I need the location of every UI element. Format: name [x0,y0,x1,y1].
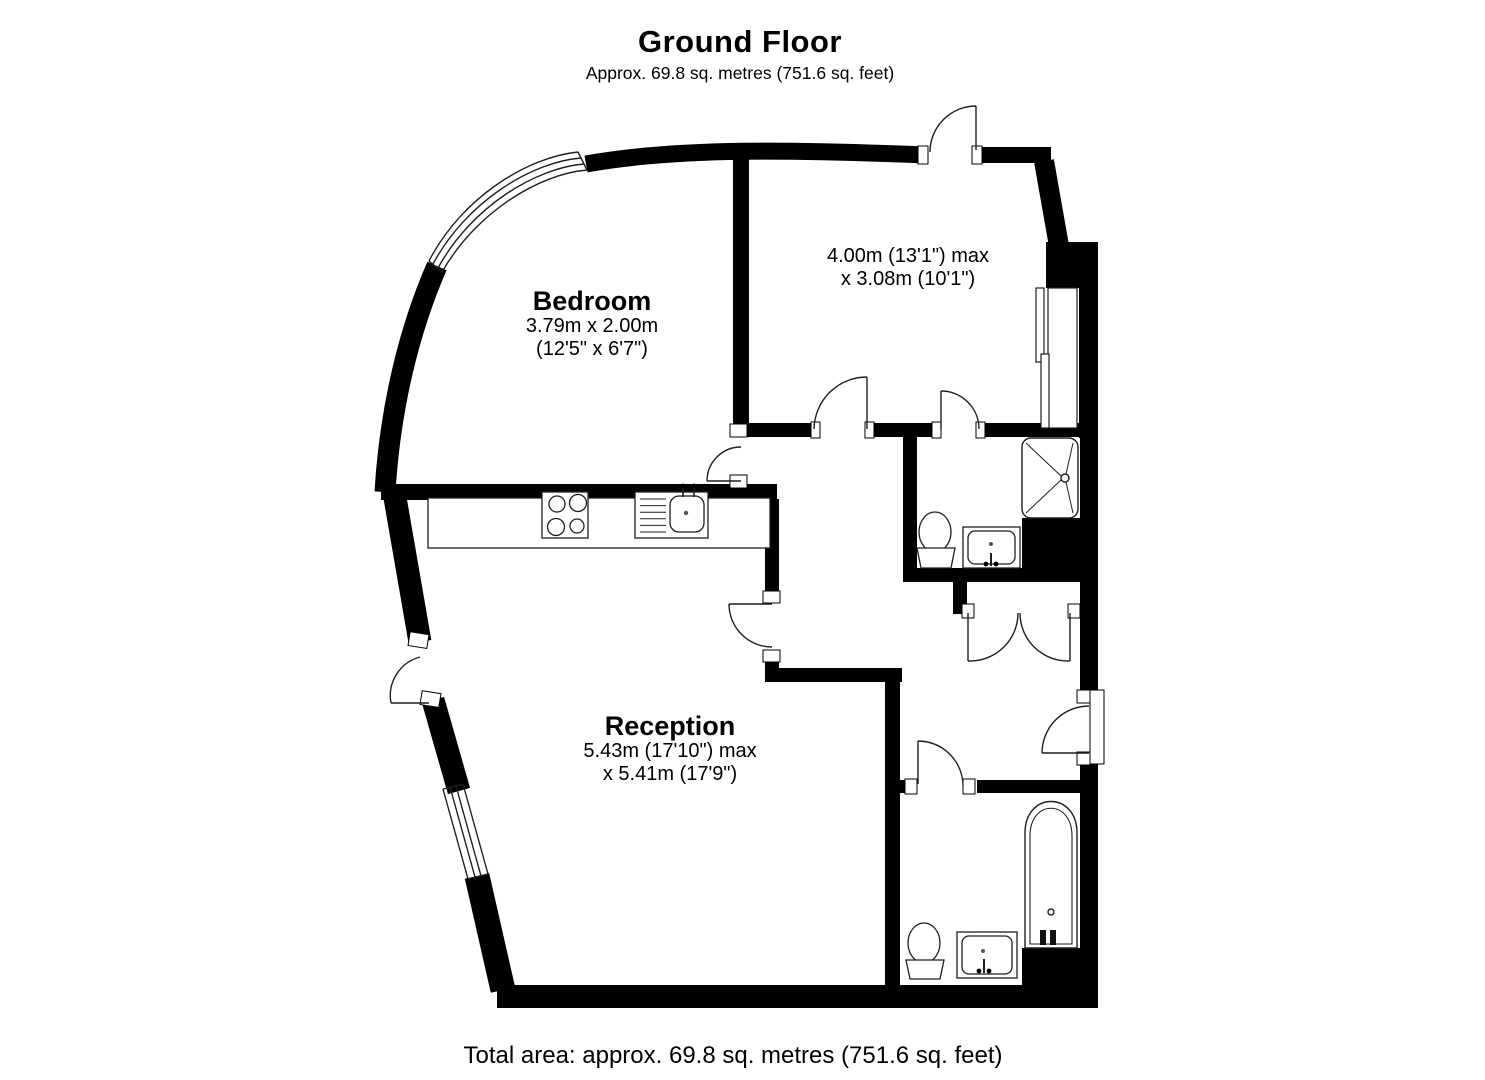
room-dim-imperial: x 3.08m (10'1") [840,268,976,290]
door-arc-icon [930,106,976,152]
wall-segment [1046,242,1098,288]
wall-bottom [497,985,1024,1008]
room-name: Bedroom [532,286,652,316]
jamb [972,146,982,164]
jamb [932,422,941,438]
hob-icon [542,492,588,538]
wall-curved [385,266,437,492]
jamb [408,632,429,649]
basin-icon [957,932,1017,978]
wall-segment [1080,762,1098,952]
door-arc-icon [941,391,979,429]
room-label-reception [583,712,756,786]
wall-top [586,151,926,164]
total-area-text: Total area: approx. 69.8 sq. metres (751.6 sq. feet) [463,1042,1003,1069]
window-icon [443,784,488,879]
door-jambs [408,146,1104,794]
plan-header [586,24,894,84]
toilet-icon [906,923,944,979]
room-dim-metric: 5.43m (17'10") max [583,740,757,762]
jamb [976,422,985,438]
door-arc-icon [814,377,867,429]
cupboard-doors-icon [968,613,1070,661]
jamb [763,650,780,662]
jamb [963,779,975,794]
wall-segment [394,492,420,642]
wall-segment [733,157,749,425]
jamb [811,422,820,438]
wall-segment [903,568,1022,582]
door-arc-icon [918,741,963,785]
wall-segment [1079,286,1098,438]
room-dim-metric: 4.00m (13'1") max [826,245,990,267]
jamb [905,779,917,794]
page-subtitle: Approx. 69.8 sq. metres (751.6 sq. feet) [585,63,895,83]
jamb [918,146,928,164]
wall-segment [874,423,933,437]
wall-slant [1044,161,1059,246]
page-title: Ground Floor [637,24,843,59]
wall-segment [765,668,902,682]
room-label-room2 [827,245,989,291]
jamb [763,591,780,603]
wall-segment [1022,518,1082,582]
wall-segment [977,780,1082,793]
jamb [730,424,747,437]
window-icon [429,152,587,272]
toilet-icon [917,512,955,568]
room-dim-metric: 3.79m x 2.00m [525,315,659,337]
room-name: Reception [604,711,736,741]
wall-segment [477,876,503,990]
basin-icon [963,527,1020,568]
kitchen-counter [428,498,770,548]
door-arc-icon [729,604,772,647]
jamb [420,691,441,708]
entrance-door-frame [1090,690,1104,764]
sliding-door-icon [1036,288,1077,428]
entrance-door-arc-icon [1042,706,1089,753]
wall-segment [903,435,917,582]
wall-segment [1022,948,1098,1008]
wall-segment [1080,435,1098,693]
kitchen-sink-icon [635,484,708,538]
room-label-bedroom [526,287,658,361]
room-dim-imperial: x 5.41m (17'9") [602,763,738,785]
bathtub-icon [1025,802,1077,949]
wall-segment [885,668,900,1008]
room-dim-imperial: (12'5" x 6'7") [536,338,648,360]
wall-segment [981,147,1051,163]
walls [381,147,1098,1008]
wall-segment [433,700,459,791]
shower-tray-icon [1022,438,1078,518]
